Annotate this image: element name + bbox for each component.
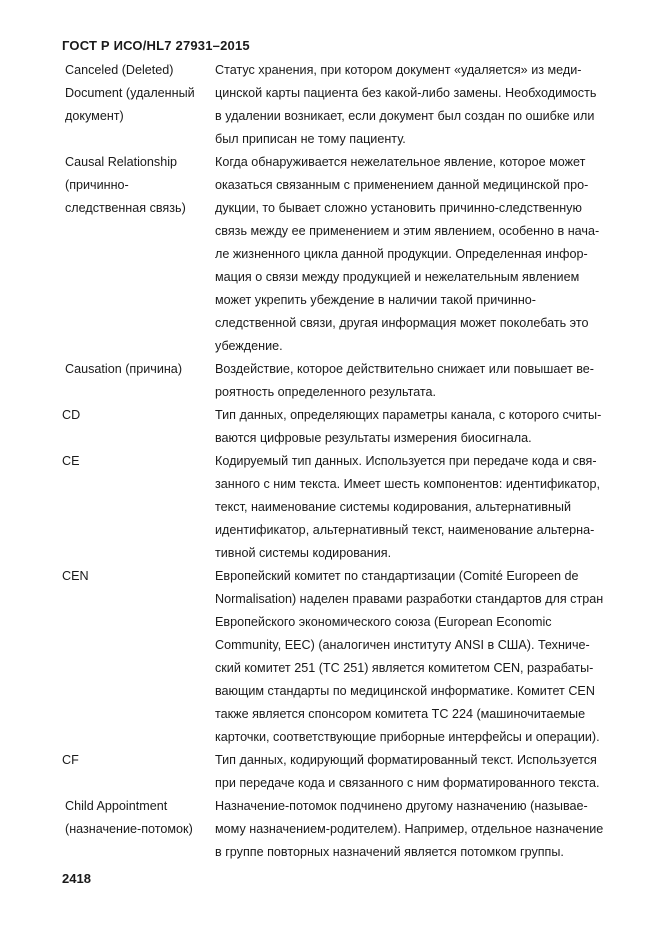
definition-line: следственной связи, другая информация может поколебать это (215, 316, 589, 330)
term (62, 450, 212, 473)
term (65, 358, 215, 381)
definition (215, 450, 625, 565)
definition (215, 59, 625, 151)
term (65, 151, 215, 220)
definition (215, 749, 625, 795)
term-line: документ) (65, 109, 124, 123)
definition (215, 404, 625, 450)
definition-line: был приписан не тому пациенту. (215, 132, 406, 146)
definition-line: связь между ее применением и этим явлением, особенно в нача- (215, 224, 600, 238)
definition-line: Тип данных, кодирующий форматированный текст. Используется (215, 753, 597, 767)
term-line: (назначение-потомок) (65, 822, 193, 836)
definition (215, 795, 625, 864)
definition-line: ваются цифровые результаты измерения биосигнала. (215, 431, 532, 445)
term-line: следственная связь) (65, 201, 186, 215)
definition-line: оказаться связанным с применением данной медицинской про- (215, 178, 589, 192)
term-line: CEN (62, 569, 89, 583)
definition-line: при передаче кода и связанного с ним форматированного текста. (215, 776, 600, 790)
definition-line: тивной системы кодирования. (215, 546, 392, 560)
definition-line: роятность определенного результата. (215, 385, 437, 399)
term (65, 795, 215, 841)
definition-line: цинской карты пациента без какой-либо замены. Необходимость (215, 86, 597, 100)
definition-line: Normalisation) наделен правами разработки стандартов для стран (215, 592, 604, 606)
definition-line: Статус хранения, при котором документ «удаляется» из меди- (215, 63, 582, 77)
definition-line: ле жизненного цикла данной продукции. Определенная инфор- (215, 247, 588, 261)
term (62, 404, 212, 427)
definition-line: Когда обнаруживается нежелательное явление, которое может (215, 155, 586, 169)
definition (215, 565, 625, 749)
definition-line: занного с ним текста. Имеет шесть компонентов: идентификатор, (215, 477, 601, 491)
term-line: Causal Relationship (65, 155, 178, 169)
definition (215, 151, 625, 358)
definition-line: идентификатор, альтернативный текст, наименование альтерна- (215, 523, 595, 537)
term-line: Canceled (Deleted) (65, 63, 174, 77)
term-line: CE (62, 454, 80, 468)
term-line: Child Appointment (65, 799, 168, 813)
term (62, 565, 212, 588)
definition-line: Кодируемый тип данных. Используется при передаче кода и свя- (215, 454, 597, 468)
definition-line: вающим стандарты по медицинской информатике. Комитет CEN (215, 684, 595, 698)
definition-line: текст, наименование системы кодирования, альтернативный (215, 500, 571, 514)
definition-line: ский комитет 251 (TC 251) является комитетом CEN, разрабаты- (215, 661, 594, 675)
term-line: CF (62, 753, 79, 767)
definition-line: Европейский комитет по стандартизации (Comité Europeen de (215, 569, 579, 583)
definition-line: Европейского экономического союза (European Economic (215, 615, 552, 629)
term-line: Causation (причина) (65, 362, 183, 376)
definition-line: Community, EEC) (аналогичен институту ANSI в США). Техниче- (215, 638, 590, 652)
term-line: (причинно- (65, 178, 129, 192)
term (62, 749, 212, 772)
definition-line: может укрепить убеждение в наличии такой причинно- (215, 293, 536, 307)
definition-line: Тип данных, определяющих параметры канала, с которого считы- (215, 408, 602, 422)
definition-line: карточки, соответствующие приборные интерфейсы и операции). (215, 730, 600, 744)
term-line: CD (62, 408, 81, 422)
definition-line: дукции, то бывает сложно установить причинно-следственную (215, 201, 582, 215)
definition-line: мому назначением-родителем). Например, отдельное назначение (215, 822, 604, 836)
definition-line: в группе повторных назначений является потомком группы. (215, 845, 564, 859)
definition-line: Назначение-потомок подчинено другому назначению (называе- (215, 799, 588, 813)
document-header-standard-code: ГОСТ Р ИСО/HL7 27931–2015 (62, 38, 250, 53)
term (65, 59, 215, 128)
term-line: Document (удаленный (65, 86, 195, 100)
page-number: 2418 (62, 871, 91, 886)
definition (215, 358, 625, 404)
definition-line: убеждение. (215, 339, 283, 353)
definition-line: в удалении возникает, если документ был создан по ошибке или (215, 109, 595, 123)
definition-line: также является спонсором комитета TC 224 (машиночитаемые (215, 707, 586, 721)
definition-line: Воздействие, которое действительно снижает или повышает ве- (215, 362, 594, 376)
definition-line: мация о связи между продукцией и нежелательным явлением (215, 270, 580, 284)
